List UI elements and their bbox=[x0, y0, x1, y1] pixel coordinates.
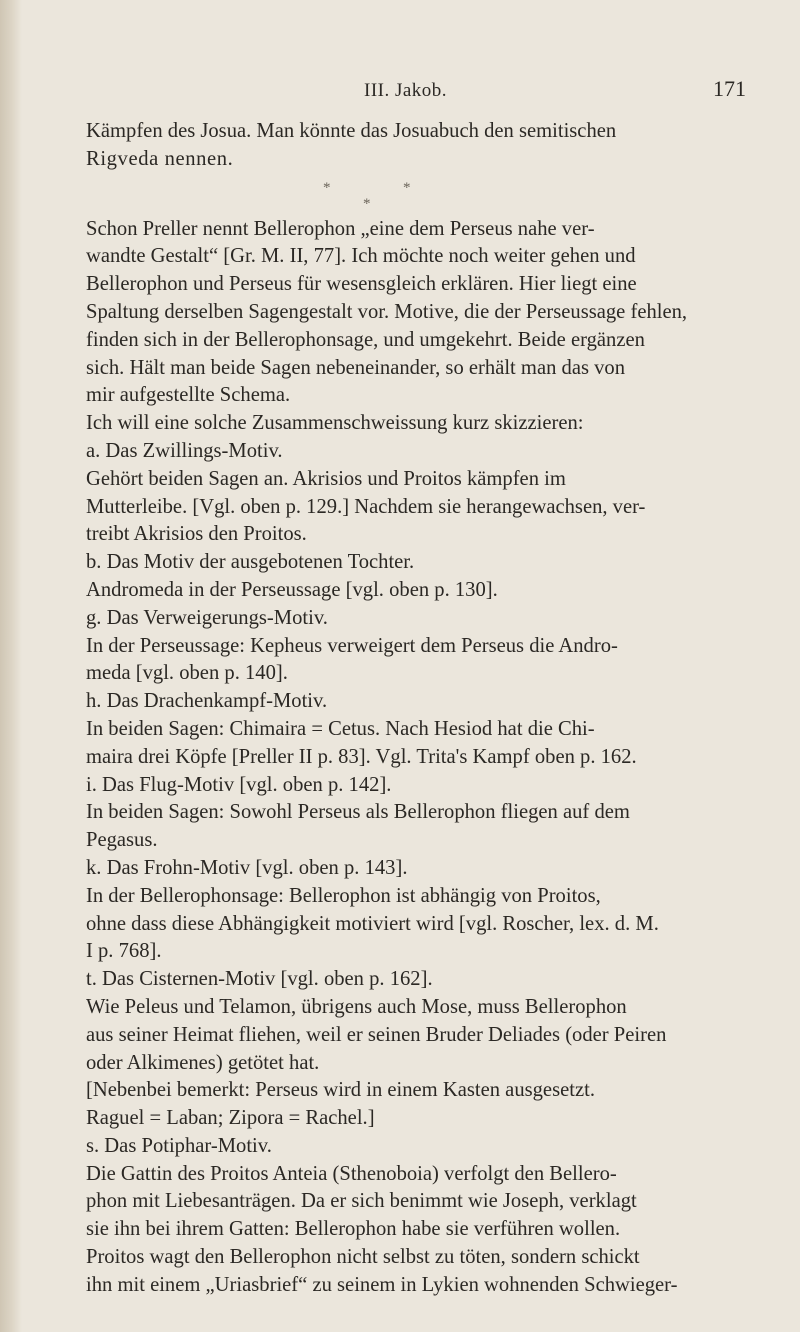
section-heading: a. Das Zwillings-Motiv. bbox=[86, 439, 283, 462]
section-heading: i. Das Flug-Motiv [vgl. oben p. 142]. bbox=[86, 773, 392, 796]
text-line: ohne dass diese Abhängigkeit motiviert wird [vgl. Roscher, lex. d. M. bbox=[86, 912, 659, 935]
text-line: sie ihn bei ihrem Gatten: Bellerophon habe sie verführen wollen. bbox=[86, 1218, 621, 1241]
page-edge-shadow bbox=[0, 0, 22, 1332]
running-header bbox=[86, 76, 746, 106]
text-line: I p. 768]. bbox=[86, 940, 162, 963]
text-line: Gehört beiden Sagen an. Akrisios und Proitos kämpfen im bbox=[86, 467, 566, 490]
text-line: sich. Hält man beide Sagen nebeneinander, so erhält man das von bbox=[86, 356, 626, 379]
text-line: treibt Akrisios den Proitos. bbox=[86, 523, 307, 546]
text-line: aus seiner Heimat fliehen, weil er seinen Bruder Deliades (oder Peiren bbox=[86, 1023, 667, 1046]
text-line: oder Alkimenes) getötet hat. bbox=[86, 1051, 320, 1074]
asterism-star: * bbox=[403, 179, 411, 196]
book-page bbox=[86, 76, 746, 1300]
text-line: [Nebenbei bemerkt: Perseus wird in einem Kasten ausgesetzt. bbox=[86, 1079, 595, 1102]
text-line: mir aufgestellte Schema. bbox=[86, 384, 291, 407]
text-line: Rigveda nennen. bbox=[86, 147, 234, 170]
section-heading: b. Das Motiv der ausgebotenen Tochter. bbox=[86, 551, 415, 574]
text-line: In beiden Sagen: Chimaira = Cetus. Nach Hesiod hat die Chi- bbox=[86, 717, 595, 740]
text-line: Kämpfen des Josua. Man könnte das Josuabuch den semitischen bbox=[86, 120, 617, 142]
text-line: maira drei Köpfe [Preller II p. 83]. Vgl. Trita's Kampf oben p. 162. bbox=[86, 745, 637, 768]
text-line: Raguel = Laban; Zipora = Rachel.] bbox=[86, 1107, 375, 1130]
text-line: Ich will eine solche Zusammenschweissung kurz skizzieren: bbox=[86, 412, 584, 435]
text-line: In beiden Sagen: Sowohl Perseus als Bellerophon fliegen auf dem bbox=[86, 801, 630, 824]
text-line: Wie Peleus und Telamon, übrigens auch Mose, muss Bellerophon bbox=[86, 995, 627, 1018]
body-text-top bbox=[86, 118, 746, 174]
text-line: In der Bellerophonsage: Bellerophon ist abhängig von Proitos, bbox=[86, 884, 601, 907]
text-line: Mutterleibe. [Vgl. oben p. 129.] Nachdem sie herangewachsen, ver- bbox=[86, 495, 646, 518]
page-number: 171 bbox=[713, 76, 746, 101]
text-line: Andromeda in der Perseussage [vgl. oben p. 130]. bbox=[86, 578, 498, 601]
body-text bbox=[86, 216, 746, 1300]
section-heading: t. Das Cisternen-Motiv [vgl. oben p. 162]. bbox=[86, 968, 433, 991]
text-line: meda [vgl. oben p. 140]. bbox=[86, 662, 288, 685]
asterism-divider bbox=[86, 174, 746, 216]
text-line: Pegasus. bbox=[86, 829, 158, 852]
chapter-title: III. Jakob. bbox=[364, 80, 448, 101]
section-heading: k. Das Frohn-Motiv [vgl. oben p. 143]. bbox=[86, 856, 408, 879]
text-line: Spaltung derselben Sagengestalt vor. Motive, die der Perseussage fehlen, bbox=[86, 300, 688, 323]
section-heading: s. Das Potiphar-Motiv. bbox=[86, 1134, 272, 1157]
text-line: Schon Preller nennt Bellerophon „eine dem Perseus nahe ver- bbox=[86, 217, 595, 240]
text-line: phon mit Liebesanträgen. Da er sich benimmt wie Joseph, verklagt bbox=[86, 1190, 637, 1213]
section-heading: h. Das Drachenkampf-Motiv. bbox=[86, 690, 328, 713]
text-line: ihn mit einem „Uriasbrief“ zu seinem in Lykien wohnenden Schwieger- bbox=[86, 1273, 678, 1296]
asterism-star: * bbox=[363, 195, 371, 212]
text-line: Proitos wagt den Bellerophon nicht selbst zu töten, sondern schickt bbox=[86, 1246, 640, 1269]
text-line: Bellerophon und Perseus für wesensgleich erklären. Hier liegt eine bbox=[86, 273, 637, 296]
section-heading: g. Das Verweigerungs-Motiv. bbox=[86, 606, 328, 629]
text-line: finden sich in der Bellerophonsage, und umgekehrt. Beide ergänzen bbox=[86, 328, 645, 351]
text-line: In der Perseussage: Kepheus verweigert dem Perseus die Andro- bbox=[86, 634, 618, 657]
asterism-star: * bbox=[323, 179, 331, 196]
text-line: wandte Gestalt“ [Gr. M. II, 77]. Ich möchte noch weiter gehen und bbox=[86, 245, 636, 268]
text-line: Die Gattin des Proitos Anteia (Sthenoboia) verfolgt den Bellero- bbox=[86, 1162, 617, 1185]
